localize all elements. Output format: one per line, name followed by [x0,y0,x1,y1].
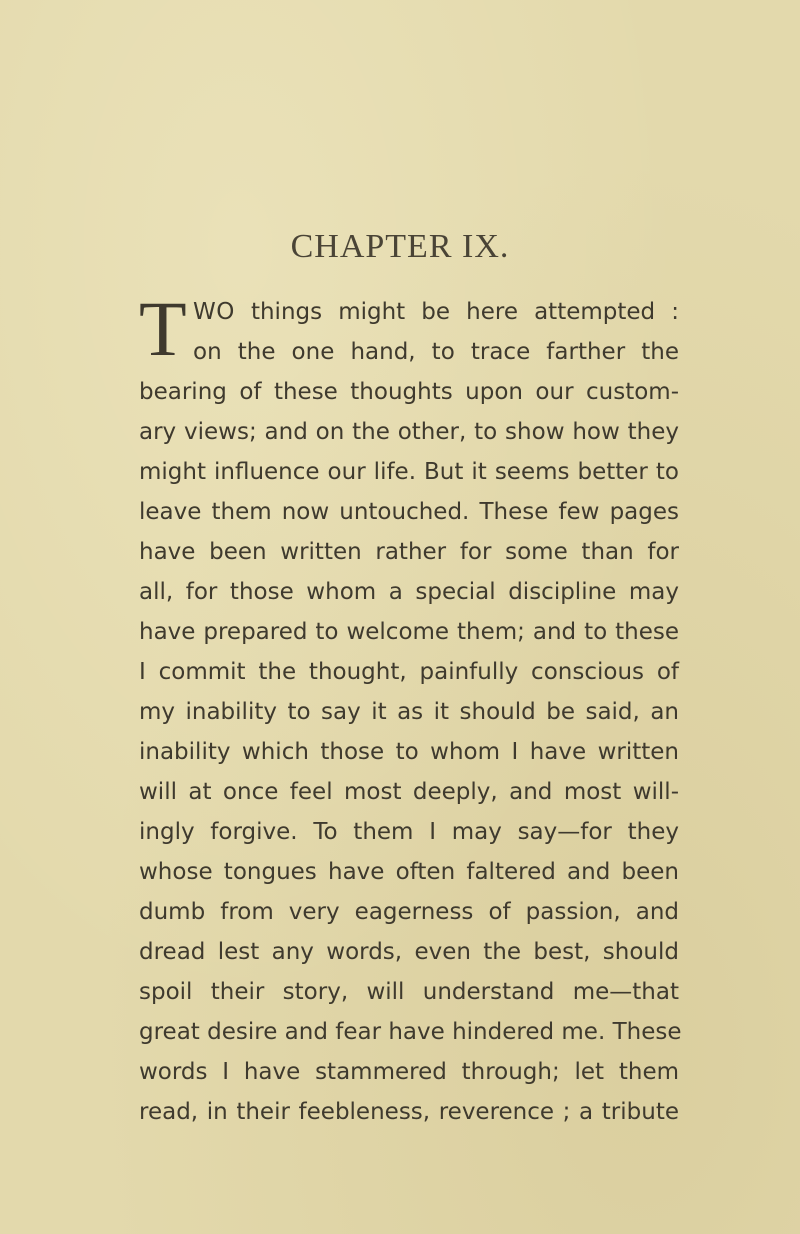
text-line: I commit the thought, painfully conscious of [139,659,679,685]
text-line: my inability to say it as it should be said, an [139,699,679,725]
text-line: have prepared to welcome them; and to these [139,619,679,645]
text-line: dumb from very eagerness of passion, and [139,899,679,925]
chapter-heading: CHAPTER IX. [290,228,510,265]
first-word-rest: WO [193,299,235,325]
text-line: leave them now untouched. These few pages [139,499,679,525]
text-line: all, for those whom a special discipline may [139,579,679,605]
text-line: whose tongues have often faltered and been [139,859,679,885]
text-line: read, in their feebleness, reverence ; a tribute [139,1099,679,1125]
text-line: inability which those to whom I have written [139,739,679,765]
text-line-2: on the one hand, to trace farther the [193,339,679,365]
text-line: might influence our life. But it seems better to [139,459,679,485]
text-line: ingly forgive. To them I may say—for they [139,819,679,845]
text-line: dread lest any words, even the best, should [139,939,679,965]
text-line-1 [193,292,679,332]
text-line: spoil their story, will understand me—that [139,979,679,1005]
text-line: ary views; and on the other, to show how they [139,419,679,445]
text-line: words I have stammered through; let them [139,1059,679,1085]
text-line: will at once feel most deeply, and most will- [139,779,679,805]
text-line: have been written rather for some than for [139,539,679,565]
text-line: great desire and fear have hindered me. These [139,1019,682,1045]
text-line-1-rest: things might be here attempted : [234,299,679,325]
text-line: bearing of these thoughts upon our custom- [139,379,679,405]
drop-cap: T [139,285,187,372]
